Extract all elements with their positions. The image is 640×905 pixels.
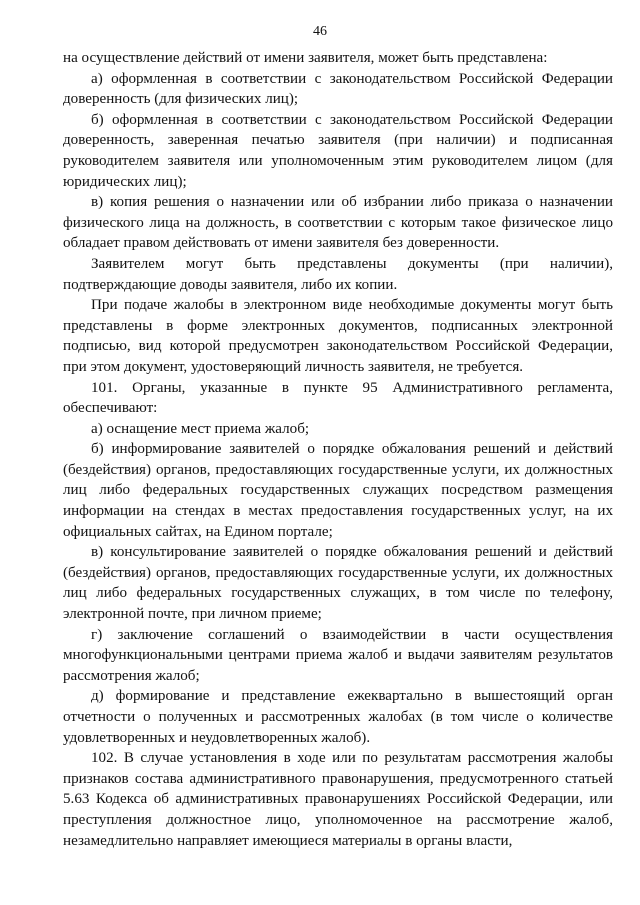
document-body	[63, 48, 613, 851]
paragraph-clause-102: 102. В случае установления в ходе или по результатам рассмотрения жалобы признаков состава административного правонарушения, предусмотренного статьей 5.63 Кодекса об административных правонарушениях Российской Федерации, или преступления должностное лицо, уполномоченное на рассмотрение жалоб, незамедлительно направляет имеющиеся материалы в органы власти,	[63, 750, 613, 849]
paragraph-101-item-d: д) формирование и представление ежеквартально в вышестоящий орган отчетности о полученных и рассмотренных жалобах (в том числе о количестве удовлетворенных и неудовлетворенных жалоб).	[63, 688, 613, 746]
paragraph-supporting-documents: Заявителем могут быть представлены документы (при наличии), подтверждающие доводы заявителя, либо их копии.	[63, 255, 613, 293]
page-number: 46	[313, 24, 327, 39]
paragraph-101-item-b: б) информирование заявителей о порядке обжалования решений и действий (бездействия) органов, предоставляющих государственные услуги, их должностных лиц либо федеральных государственных служащих посредством размещения информации на стендах в местах предоставления государственных услуг, на их официальных сайтах, на Едином портале;	[63, 441, 613, 540]
paragraph-101-item-v: в) консультирование заявителей о порядке обжалования решений и действий (бездействия) органов, предоставляющих государственные услуги, их должностных лиц либо федеральных государственных служащих, в том числе по телефону, электронной почте, при личном приеме;	[63, 544, 613, 623]
paragraph-item-v-appointment-copy: в) копия решения о назначении или об избрании либо приказа о назначении физического лица на должность, в соответствии с которым такое физическое лицо обладает правом действовать от имени заявителя без доверенности.	[63, 194, 613, 252]
paragraph-101-item-g: г) заключение соглашений о взаимодействии в части осуществления многофункциональными центрами приема жалоб и выдачи заявителям результатов рассмотрения жалоб;	[63, 626, 613, 684]
paragraph-item-b-legal-entities: б) оформленная в соответствии с законодательством Российской Федерации доверенность, заверенная печатью заявителя (при наличии) и подписанная руководителем заявителя или уполномоченным этим руководителем лицом (для юридических лиц);	[63, 111, 613, 190]
paragraph-clause-101: 101. Органы, указанные в пункте 95 Административного регламента, обеспечивают:	[63, 379, 613, 417]
paragraph-electronic-submission: При подаче жалобы в электронном виде необходимые документы могут быть представлены в форме электронных документов, подписанных электронной подписью, вид которой предусмотрен законодательством Российской Федерации, при этом документ, удостоверяющий личность заявителя, не требуется.	[63, 297, 613, 375]
paragraph-item-a-individuals: а) оформленная в соответствии с законодательством Российской Федерации доверенность (для физических лиц);	[63, 70, 613, 108]
paragraph-101-item-a: а) оснащение мест приема жалоб;	[91, 420, 310, 437]
paragraph-continuation: на осуществление действий от имени заявителя, может быть представлена:	[63, 50, 548, 66]
